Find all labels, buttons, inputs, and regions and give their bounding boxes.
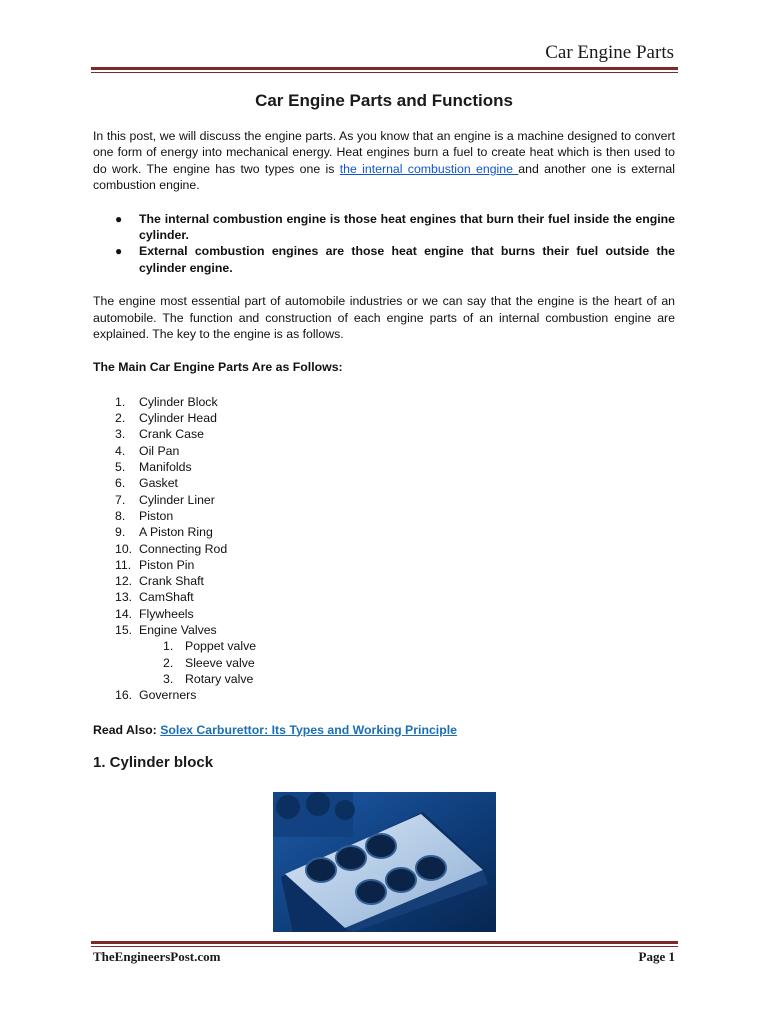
footer-rule (91, 941, 678, 947)
intro-paragraph (93, 128, 675, 194)
bullet-icon: ● (115, 244, 123, 259)
document-title: Car Engine Parts and Functions (255, 91, 513, 110)
list-item (93, 508, 675, 524)
internal-combustion-link[interactable]: the internal combustion engine (339, 161, 519, 176)
list-label: Engine Valves (139, 623, 217, 638)
list-label: Oil Pan (139, 443, 180, 458)
list-label: Crank Shaft (139, 574, 204, 589)
list-label: Governers (139, 688, 197, 703)
list-label: Poppet valve (185, 639, 257, 654)
list-item (93, 622, 675, 638)
list-item (93, 638, 675, 654)
list-label: Rotary valve (185, 671, 254, 686)
list-label: CamShaft (139, 590, 194, 605)
intro-text: In this post, we will discuss the engine parts. As you know that an engine is a machine designed to convert one form of energy into mechanical energy. Heat engines burn a fuel to create heat which is then used to do work. The engine has two types one is (93, 129, 675, 176)
list-label: Gasket (139, 476, 178, 491)
list-number: 4. (115, 443, 126, 458)
section-heading: 1. Cylinder block (93, 753, 214, 771)
list-label: Cylinder Block (139, 394, 218, 409)
list-item (93, 524, 675, 540)
list-item: ● External combustion engines are those heat engine that burns their fuel outside the cylinder engine. (115, 244, 675, 275)
list-item (93, 410, 675, 426)
list-number: 2. (115, 411, 126, 426)
list-item (93, 573, 675, 589)
list-item (93, 557, 675, 573)
list-label: Manifolds (139, 460, 192, 475)
list-label: A Piston Ring (139, 525, 213, 540)
list-label: Cylinder Liner (139, 492, 215, 507)
list-number: 1. (115, 394, 126, 409)
list-item (93, 655, 675, 671)
list-item (93, 687, 675, 703)
list-item (93, 492, 675, 508)
list-label: Connecting Rod (139, 541, 228, 556)
list-label: Flywheels (139, 606, 194, 621)
list-label: Sleeve valve (185, 655, 255, 670)
list-item: ● The internal combustion engine is those heat engines that burn their fuel inside the engine cylinder. (115, 211, 675, 243)
list-item (93, 443, 675, 459)
list-item (93, 606, 675, 622)
list-item (93, 394, 675, 410)
list-number: 1. (163, 639, 174, 654)
list-item (93, 671, 675, 687)
header-title: Car Engine Parts (545, 42, 674, 63)
list-number: 3. (115, 427, 126, 442)
list-item (93, 426, 675, 442)
read-also-link[interactable]: Solex Carburettor: Its Types and Working Principle (160, 722, 457, 737)
list-number: 7. (115, 492, 126, 507)
read-also: Read Also: Solex Carburettor: Its Types and Working Principle (93, 722, 457, 737)
list-label: Crank Case (139, 427, 204, 442)
list-number: 5. (115, 460, 126, 475)
list-number: 9. (115, 525, 126, 540)
parts-list (93, 394, 675, 704)
list-number: 15. (115, 623, 133, 638)
list-number: 3. (163, 671, 174, 686)
list-number: 12. (115, 574, 133, 589)
list-number: 14. (115, 606, 133, 621)
list-label: Piston Pin (139, 557, 195, 572)
body-paragraph: The engine most essential part of automobile industries or we can say that the engine is the heart of an automobile. The function and construction of each engine parts of an internal combustion engine are explained. The key to the engine is as follows. (93, 294, 675, 342)
list-number: 11. (115, 557, 132, 572)
list-number: 13. (115, 590, 133, 605)
list-label: Piston (139, 508, 174, 523)
parts-list-heading: The Main Car Engine Parts Are as Follows: (93, 360, 343, 375)
list-item (93, 459, 675, 475)
list-item (93, 589, 675, 605)
list-number: 2. (163, 655, 174, 670)
list-item (93, 541, 675, 557)
cylinder-block-image (273, 792, 496, 932)
list-number: 16. (115, 688, 133, 703)
list-number: 6. (115, 476, 126, 491)
header-rule (91, 67, 678, 73)
engine-types-list (93, 211, 675, 277)
list-number: 10. (115, 541, 133, 556)
intro-text-end: and another one is external combustion engine. (93, 161, 675, 193)
list-label: Cylinder Head (139, 411, 217, 426)
footer-page-number: Page 1 (638, 949, 675, 964)
valve-sublist (93, 638, 675, 687)
list-number: 8. (115, 508, 126, 523)
list-item (93, 475, 675, 491)
footer-site: TheEngineersPost.com (93, 949, 221, 964)
bullet-icon: ● (115, 211, 123, 226)
document-body (93, 128, 675, 771)
